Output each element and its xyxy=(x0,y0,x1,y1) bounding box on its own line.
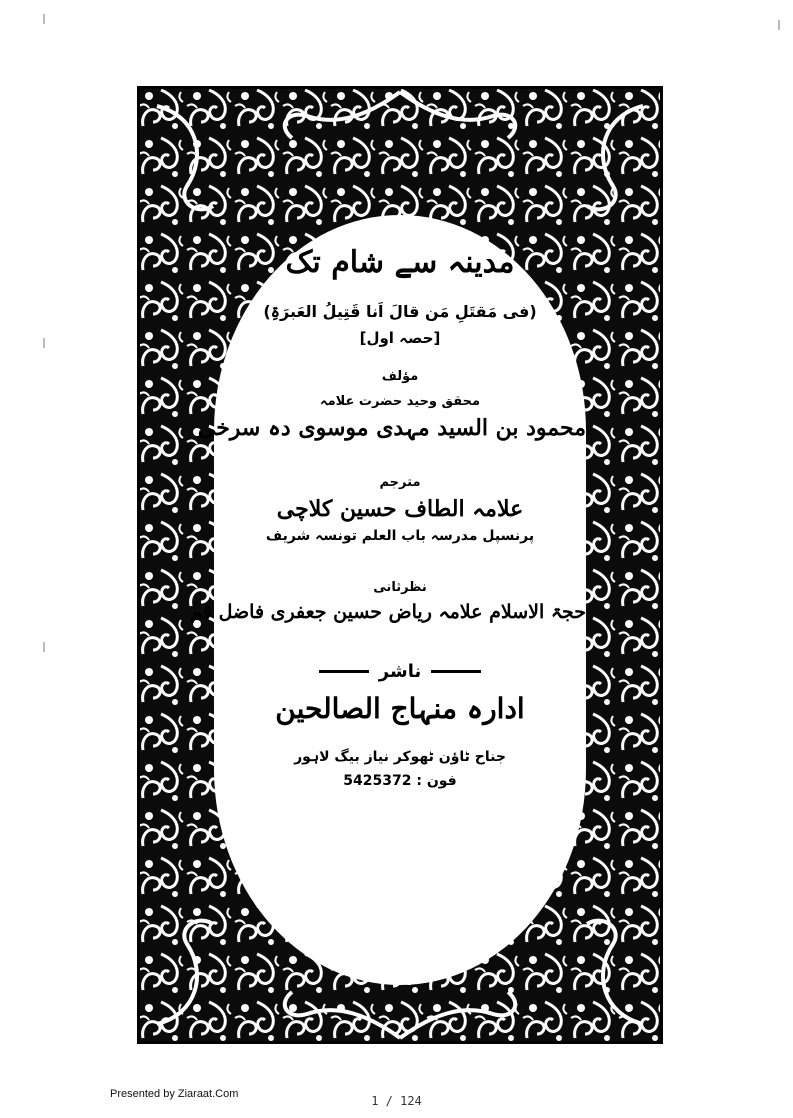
title-page-content xyxy=(190,245,586,789)
page-indicator: 1 / 124 xyxy=(371,1094,422,1108)
phone-line xyxy=(214,773,586,789)
translator-role: پرنسپل مدرسہ باب العلم تونسہ شریف xyxy=(265,528,535,544)
phone-label: فون : xyxy=(416,773,457,789)
reviewer-label: نظرثانی xyxy=(373,580,427,595)
phone-number: 5425372 xyxy=(343,773,412,789)
presented-by-credit: Presented by Ziaraat.Com xyxy=(110,1088,239,1100)
scan-mark xyxy=(43,14,45,24)
reviewer-name: حجۃ الاسلام علامہ ریاض حسین جعفری فاضل قم xyxy=(190,601,586,623)
publisher-address: جناح ٹاؤن ٹھوکر نیاز بیگ لاہور xyxy=(294,749,506,765)
scan-mark xyxy=(778,20,780,30)
publisher-label: ناشر xyxy=(378,661,422,682)
publisher-heading xyxy=(214,661,586,682)
book-subtitle: (فی مَقتَلِ مَن قالَ اَنا قَتِیلُ العَبرَۃِ) xyxy=(263,302,537,321)
author-label: مؤلف xyxy=(381,369,419,384)
author-epithet: محقق وحید حضرت علامہ xyxy=(319,394,481,409)
volume-label: [حصہ اول] xyxy=(359,329,441,347)
book-title: مدینہ سے شام تک xyxy=(285,245,515,280)
author-name: محمود بن السید مہدی موسوی دہ سرخی xyxy=(197,415,586,441)
scan-mark xyxy=(43,642,45,652)
translator-name: علامہ الطاف حسین کلاچی xyxy=(276,496,524,522)
publisher-name: ادارہ منہاج الصالحین xyxy=(275,692,525,725)
divider-line xyxy=(319,670,369,673)
translator-label: مترجم xyxy=(379,475,421,490)
divider-line xyxy=(431,670,481,673)
scan-mark xyxy=(43,338,45,348)
